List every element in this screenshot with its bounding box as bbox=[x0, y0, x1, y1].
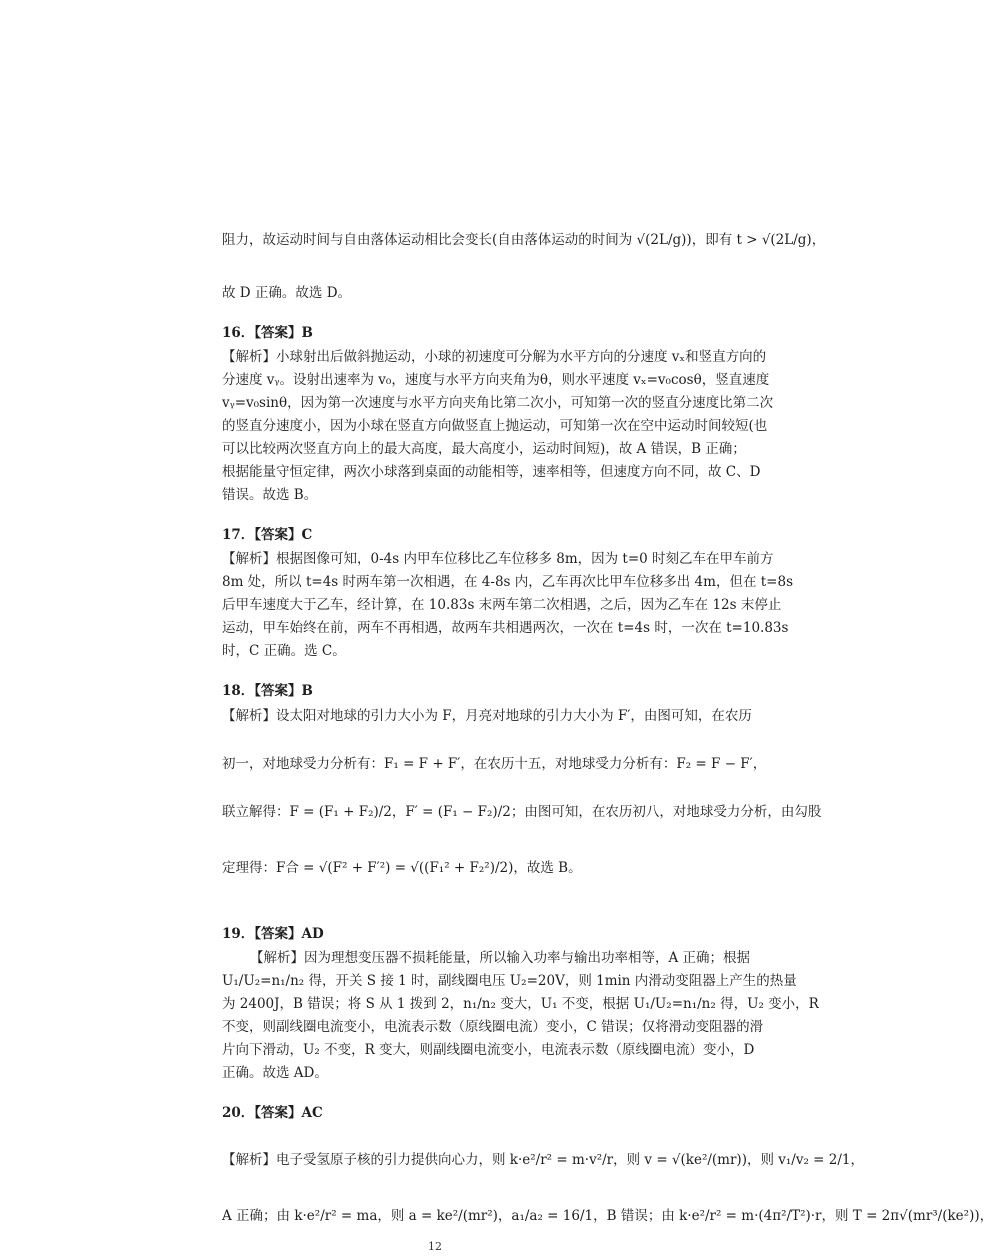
text-line: 分速度 vᵧ。设射出速率为 v₀，速度与水平方向夹角为θ，则水平速度 vₓ=v₀cosθ，竖直速度 bbox=[222, 372, 770, 388]
text-line: 【解析】设太阳对地球的引力大小为 F，月亮对地球的引力大小为 F′，由图可知，在农历 bbox=[222, 708, 752, 724]
text-line: 为 2400J，B 错误；将 S 从 1 拨到 2，n₁/n₂ 变大，U₁ 不变，根据 U₁/U₂=n₁/n₂ 得，U₂ 变小，R bbox=[222, 996, 819, 1012]
text-line: 19．【答案】AD bbox=[222, 926, 324, 942]
text-line: 根据能量守恒定律，两次小球落到桌面的动能相等，速率相等，但速度方向不同，故 C、D bbox=[222, 464, 761, 480]
text-line: 【解析】电子受氢原子核的引力提供向心力，则 k·e²/r² = m·v²/r，则 v = √(ke²/(mr))，则 v₁/v₂ = 2/1， bbox=[222, 1152, 865, 1168]
text-line: 故 D 正确。故选 D。 bbox=[222, 285, 352, 301]
text-line: 【解析】根据图像可知，0-4s 内甲车位移比乙车位移多 8m，因为 t=0 时刻乙车在甲车前方 bbox=[222, 551, 774, 567]
page-number: 12 bbox=[428, 1240, 442, 1253]
text-line: 【解析】小球射出后做斜抛运动，小球的初速度可分解为水平方向的分速度 vₓ和竖直方向的 bbox=[222, 349, 767, 365]
text-line: 片向下滑动，U₂ 不变，R 变大，则副线圈电流变小，电流表示数（原线圈电流）变小，D bbox=[222, 1042, 755, 1058]
text-line: U₁/U₂=n₁/n₂ 得，开关 S 接 1 时，副线圈电压 U₂=20V，则 1min 内滑动变阻器上产生的热量 bbox=[222, 973, 797, 989]
text-line: 不变，则副线圈电流变小，电流表示数（原线圈电流）变小，C 错误；仅将滑动变阻器的滑 bbox=[222, 1019, 764, 1035]
text-line: 【解析】因为理想变压器不损耗能量，所以输入功率与输出功率相等，A 正确；根据 bbox=[250, 950, 751, 966]
text-line: 定理得：F合 = √(F² + F′²) = √((F₁² + F₂²)/2)，故选 B。 bbox=[222, 860, 582, 876]
text-line: 后甲车速度大于乙车，经计算，在 10.83s 末两车第二次相遇，之后，因为乙车在 12s 末停止 bbox=[222, 597, 782, 613]
text-line: 联立解得：F = (F₁ + F₂)/2，F′ = (F₁ − F₂)/2；由图可知，在农历初八，对地球受力分析，由勾股 bbox=[222, 804, 822, 820]
text-line: 正确。故选 AD。 bbox=[222, 1065, 328, 1081]
text-line: 20．【答案】AC bbox=[222, 1105, 323, 1121]
text-line: 错误。故选 B。 bbox=[222, 487, 318, 503]
text-line: 16．【答案】B bbox=[222, 325, 313, 341]
text-line: 8m 处，所以 t=4s 时两车第一次相遇，在 4-8s 内，乙车再次比甲车位移多出 4m，但在 t=8s bbox=[222, 574, 793, 590]
text-line: 18．【答案】B bbox=[222, 683, 313, 699]
text-line: 初一，对地球受力分析有：F₁ = F + F′，在农历十五，对地球受力分析有：F₂ = F − F′， bbox=[222, 756, 767, 772]
text-line: vᵧ=v₀sinθ，因为第一次速度与水平方向夹角比第二次小，可知第一次的竖直分速度比第二次 bbox=[222, 395, 774, 411]
text-line: 17．【答案】C bbox=[222, 527, 313, 543]
text-line: 运动，甲车始终在前，两车不再相遇，故两车共相遇两次，一次在 t=4s 时，一次在 t=10.83s bbox=[222, 620, 789, 636]
text-line: A 正确；由 k·e²/r² = ma，则 a = ke²/(mr²)，a₁/a₂ = 16/1，B 错误；由 k·e²/r² = m·(4π²/T²)·r，则 T = 2π√(mr³/(ke²))， bbox=[222, 1208, 993, 1224]
text-line: 可以比较两次竖直方向上的最大高度，最大高度小，运动时间短)，故 A 错误，B 正确； bbox=[222, 441, 746, 457]
text-line: 时，C 正确。选 C。 bbox=[222, 643, 346, 659]
text-line: 阻力，故运动时间与自由落体运动相比会变长(自由落体运动的时间为 √(2L/g))，即有 t > √(2L/g)， bbox=[222, 232, 826, 248]
text-line: 的竖直分速度小，因为小球在竖直方向做竖直上抛运动，可知第一次在空中运动时间较短(也 bbox=[222, 418, 768, 434]
